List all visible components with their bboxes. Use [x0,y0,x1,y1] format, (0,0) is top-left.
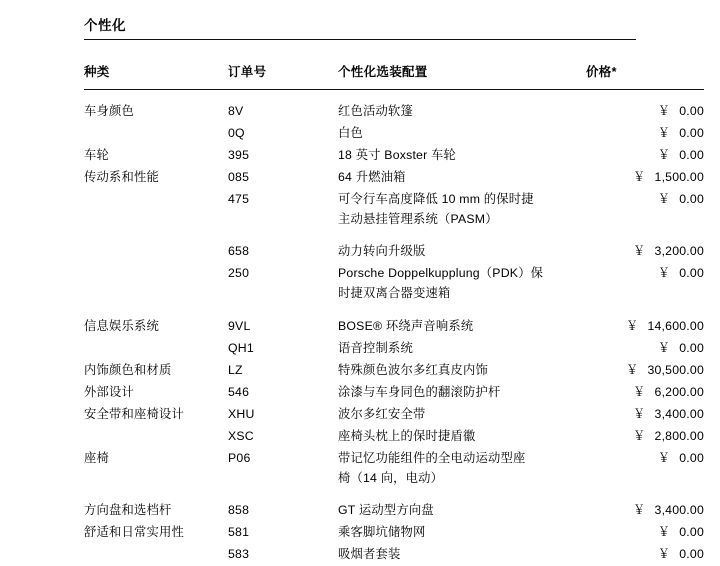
currency-symbol: ￥ [633,383,655,403]
cell-category [84,263,228,305]
cell-configuration: 语音控制系统 [338,338,586,360]
cell-price [586,316,704,338]
cell-order-number: LZ [228,360,338,382]
cell-order-number: XSC [228,426,338,448]
cell-order-number: 085 [228,167,338,189]
cell-price [586,500,704,522]
cell-category: 座椅 [84,448,228,490]
cell-price [586,145,704,167]
cell-price [586,167,704,189]
cell-order-number: 9VL [228,316,338,338]
table-row [84,404,704,426]
cell-configuration: 波尔多红安全带 [338,404,586,426]
table-header-row [84,40,704,90]
currency-symbol: ￥ [658,190,680,210]
table-row [84,145,704,167]
cell-price [586,544,704,566]
cell-price [586,241,704,263]
price-value: 0.00 [679,126,704,140]
cell-category: 外部设计 [84,382,228,404]
column-header-category: 种类 [84,40,228,90]
table-row [84,123,704,145]
column-header-configuration: 个性化选装配置 [338,40,586,90]
cell-category: 方向盘和选档杆 [84,500,228,522]
table-row-spacer [84,489,704,500]
table-row [84,522,704,544]
cell-category [84,544,228,566]
price-value: 0.00 [679,547,704,561]
cell-category: 内饰颜色和材质 [84,360,228,382]
table-body [84,90,704,566]
cell-configuration: 座椅头枕上的保时捷盾徽 [338,426,586,448]
cell-price [586,189,704,231]
cell-order-number: 658 [228,241,338,263]
cell-order-number: 0Q [228,123,338,145]
cell-configuration: Porsche Doppelkupplung（PDK）保 时捷双离合器变速箱 [338,263,586,305]
price-value: 0.00 [679,341,704,355]
price-value: 3,400.00 [655,407,704,421]
cell-price [586,426,704,448]
column-header-order-number: 订单号 [228,40,338,90]
cell-configuration: 64 升燃油箱 [338,167,586,189]
cell-price [586,448,704,490]
currency-symbol: ￥ [626,361,648,381]
price-value: 0.00 [679,192,704,206]
cell-configuration: 红色活动软篷 [338,101,586,123]
spacer-cell [84,305,704,316]
cell-configuration: 乘客脚坑储物网 [338,522,586,544]
cell-price [586,360,704,382]
currency-symbol: ￥ [658,339,680,359]
cell-order-number: P06 [228,448,338,490]
currency-symbol: ￥ [658,545,680,565]
spacer-cell [84,230,704,241]
table-row [84,101,704,123]
cell-category [84,123,228,145]
price-value: 0.00 [679,525,704,539]
cell-category: 信息娱乐系统 [84,316,228,338]
price-value: 1,500.00 [655,170,704,184]
cell-order-number: 583 [228,544,338,566]
table-row [84,382,704,404]
cell-configuration: 特殊颜色波尔多红真皮内饰 [338,360,586,382]
price-value: 0.00 [679,104,704,118]
price-value: 0.00 [679,451,704,465]
cell-configuration: 带记忆功能组件的全电动运动型座 椅（14 向，电动） [338,448,586,490]
cell-configuration: 可令行车高度降低 10 mm 的保时捷 主动悬挂管理系统（PASM） [338,189,586,231]
cell-order-number: QH1 [228,338,338,360]
currency-symbol: ￥ [633,427,655,447]
cell-order-number: 395 [228,145,338,167]
price-value: 2,800.00 [655,429,704,443]
price-value: 6,200.00 [655,385,704,399]
cell-category [84,189,228,231]
cell-price [586,101,704,123]
price-value: 3,200.00 [655,244,704,258]
table-row [84,500,704,522]
price-value: 30,500.00 [647,363,704,377]
table-row [84,189,704,231]
cell-category: 安全带和座椅设计 [84,404,228,426]
currency-symbol: ￥ [633,501,655,521]
table-row [84,263,704,305]
table-row-spacer [84,305,704,316]
column-header-price: 价格* [586,40,704,90]
currency-symbol: ￥ [633,242,655,262]
table-row [84,241,704,263]
table-row [84,426,704,448]
cell-order-number: 475 [228,189,338,231]
page-title: 个性化 [84,0,636,39]
cell-price [586,123,704,145]
cell-category [84,338,228,360]
currency-symbol: ￥ [626,317,648,337]
table-row [84,544,704,566]
cell-price [586,382,704,404]
cell-order-number: 858 [228,500,338,522]
price-value: 14,600.00 [647,319,704,333]
table-row-spacer [84,90,704,102]
currency-symbol: ￥ [658,523,680,543]
personalization-table [84,40,704,566]
table-row [84,338,704,360]
cell-configuration: 涂漆与车身同色的翻滚防护杆 [338,382,586,404]
cell-order-number: XHU [228,404,338,426]
cell-order-number: 546 [228,382,338,404]
spacer-cell [84,90,704,102]
currency-symbol: ￥ [658,102,680,122]
currency-symbol: ￥ [658,264,680,284]
table-row [84,316,704,338]
currency-symbol: ￥ [658,146,680,166]
cell-configuration: GT 运动型方向盘 [338,500,586,522]
cell-order-number: 250 [228,263,338,305]
currency-symbol: ￥ [658,449,680,469]
cell-category: 舒适和日常实用性 [84,522,228,544]
cell-configuration: 18 英寸 Boxster 车轮 [338,145,586,167]
cell-price [586,263,704,305]
cell-category [84,426,228,448]
cell-category: 车身颜色 [84,101,228,123]
cell-configuration: 白色 [338,123,586,145]
price-value: 0.00 [679,266,704,280]
cell-order-number: 581 [228,522,338,544]
currency-symbol: ￥ [633,168,655,188]
cell-order-number: 8V [228,101,338,123]
table-row [84,360,704,382]
cell-category [84,241,228,263]
table-row [84,167,704,189]
currency-symbol: ￥ [658,124,680,144]
cell-configuration: 吸烟者套装 [338,544,586,566]
spacer-cell [84,489,704,500]
table-row-spacer [84,230,704,241]
price-value: 3,400.00 [655,503,704,517]
cell-category: 传动系和性能 [84,167,228,189]
cell-configuration: BOSE® 环绕声音响系统 [338,316,586,338]
cell-price [586,404,704,426]
cell-price [586,338,704,360]
price-value: 0.00 [679,148,704,162]
table-header [84,40,704,90]
cell-price [586,522,704,544]
cell-configuration: 动力转向升级版 [338,241,586,263]
cell-category: 车轮 [84,145,228,167]
currency-symbol: ￥ [633,405,655,425]
table-row [84,448,704,490]
